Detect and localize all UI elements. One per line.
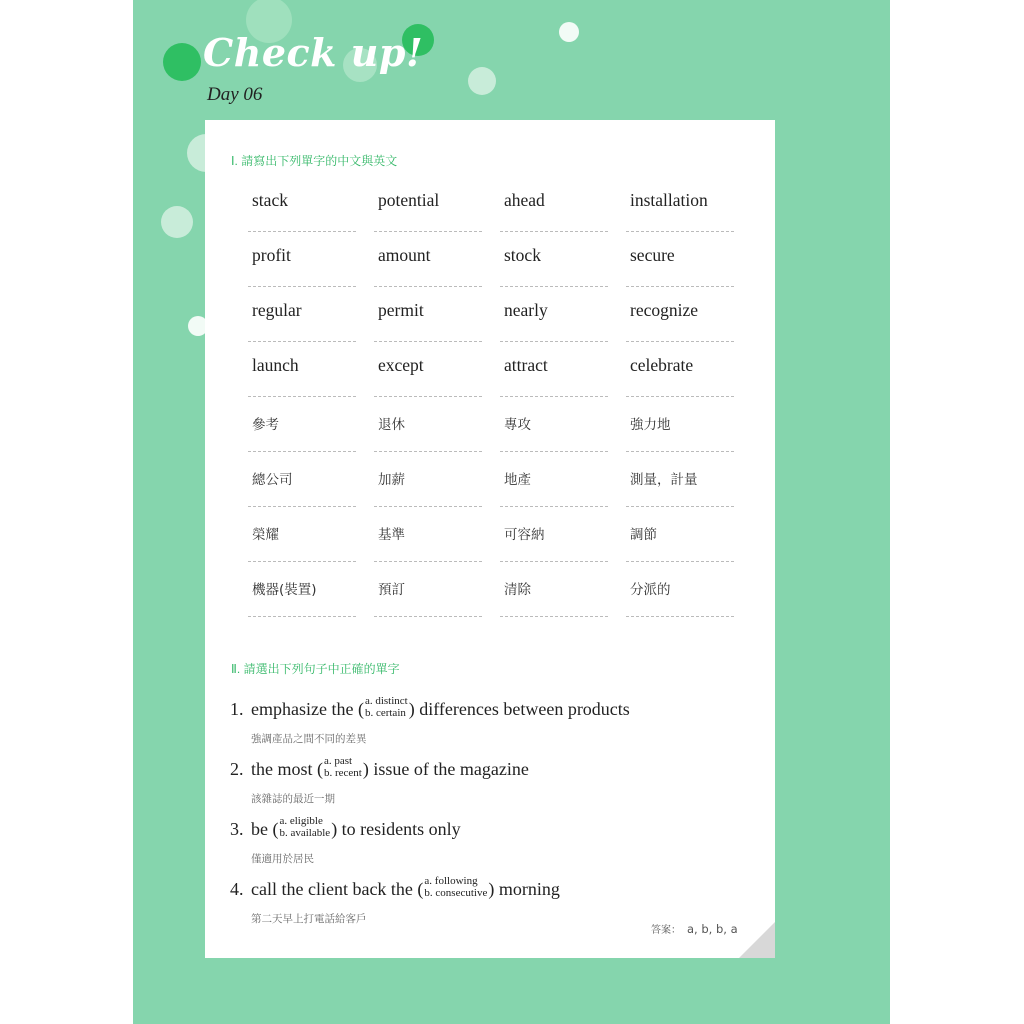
page-curl-corner bbox=[739, 922, 775, 958]
vocab-word: regular bbox=[252, 300, 302, 320]
vocab-cell bbox=[626, 342, 734, 397]
answer-key bbox=[651, 921, 738, 936]
vocab-cell bbox=[374, 562, 482, 617]
vocab-word: permit bbox=[378, 300, 424, 320]
sentence-before: call the client back the ( bbox=[251, 879, 424, 900]
vocab-cell bbox=[626, 507, 734, 562]
vocab-word: 專攻 bbox=[504, 417, 531, 433]
vocab-word: 預訂 bbox=[378, 582, 405, 598]
vocab-cell bbox=[626, 452, 734, 507]
question-number: 3. bbox=[230, 819, 244, 839]
sentence-before: be ( bbox=[251, 819, 279, 840]
vocab-word: stock bbox=[504, 245, 541, 265]
answer-blank-line[interactable] bbox=[500, 616, 608, 617]
vocab-cell bbox=[374, 507, 482, 562]
vocab-word: installation bbox=[630, 190, 708, 210]
answer-blank-line[interactable] bbox=[374, 616, 482, 617]
vocab-row bbox=[248, 562, 734, 617]
vocab-word: 退休 bbox=[378, 417, 405, 433]
vocab-cell bbox=[374, 232, 482, 287]
vocab-cell bbox=[626, 287, 734, 342]
vocab-word: secure bbox=[630, 245, 675, 265]
vocab-word: 機器(裝置) bbox=[252, 582, 317, 598]
vocab-cell bbox=[248, 177, 356, 232]
vocab-word: 參考 bbox=[252, 417, 279, 433]
day-label: Day 06 bbox=[207, 84, 263, 105]
vocab-word: attract bbox=[504, 355, 548, 375]
vocab-word: 強力地 bbox=[630, 417, 671, 433]
vocab-cell bbox=[248, 452, 356, 507]
question-sentence bbox=[251, 755, 529, 783]
vocab-row bbox=[248, 342, 734, 397]
vocab-cell bbox=[248, 507, 356, 562]
question-number: 4. bbox=[230, 879, 244, 899]
sentence-after: ) differences between products bbox=[408, 699, 630, 720]
sentence-before: emphasize the ( bbox=[251, 699, 364, 720]
vocab-cell bbox=[248, 232, 356, 287]
option-b: b. certain bbox=[364, 707, 406, 719]
question-translation: 第二天早上打電話給客戶 bbox=[251, 913, 367, 925]
workbook-page bbox=[133, 0, 890, 1024]
option-a: a. eligible bbox=[279, 815, 323, 827]
question-number: 2. bbox=[230, 759, 244, 779]
vocab-cell bbox=[500, 562, 608, 617]
option-b: b. consecutive bbox=[424, 887, 488, 899]
vocab-cell bbox=[500, 397, 608, 452]
answer-blank-line[interactable] bbox=[626, 616, 734, 617]
vocab-cell bbox=[500, 177, 608, 232]
vocab-cell bbox=[248, 287, 356, 342]
vocab-word: stack bbox=[252, 190, 288, 210]
vocab-grid bbox=[248, 177, 734, 617]
option-choices bbox=[424, 875, 487, 899]
vocab-word: 調節 bbox=[630, 527, 657, 543]
vocab-word: nearly bbox=[504, 300, 548, 320]
answer-blank-line[interactable] bbox=[248, 616, 356, 617]
vocab-row bbox=[248, 397, 734, 452]
vocab-cell bbox=[248, 397, 356, 452]
vocab-word: 總公司 bbox=[252, 472, 293, 488]
vocab-word: except bbox=[378, 355, 424, 375]
question-sentence bbox=[251, 875, 560, 903]
option-b: b. recent bbox=[324, 767, 362, 779]
vocab-word: 可容納 bbox=[504, 527, 545, 543]
page-title: Check up! bbox=[203, 30, 424, 75]
vocab-word: celebrate bbox=[630, 355, 694, 375]
answer-label: 答案： bbox=[651, 925, 681, 936]
vocab-word: 基準 bbox=[378, 527, 405, 543]
vocab-word: 加薪 bbox=[378, 472, 405, 488]
decor-dot bbox=[161, 206, 193, 238]
vocab-row bbox=[248, 177, 734, 232]
option-a: a. past bbox=[324, 755, 353, 767]
vocab-word: ahead bbox=[504, 190, 545, 210]
question-translation: 強調產品之間不同的差異 bbox=[251, 733, 367, 745]
question-number: 1. bbox=[230, 699, 244, 719]
vocab-cell bbox=[374, 342, 482, 397]
decor-dot bbox=[163, 43, 201, 81]
question-translation: 僅適用於居民 bbox=[251, 853, 314, 865]
vocab-cell bbox=[500, 342, 608, 397]
vocab-word: amount bbox=[378, 245, 431, 265]
vocab-cell bbox=[500, 232, 608, 287]
vocab-cell bbox=[626, 232, 734, 287]
vocab-word: launch bbox=[252, 355, 299, 375]
vocab-word: 分派的 bbox=[630, 582, 671, 598]
sentence-after: ) to residents only bbox=[331, 819, 461, 840]
vocab-word: potential bbox=[378, 190, 440, 210]
option-a: a. following bbox=[424, 875, 478, 887]
vocab-cell bbox=[374, 397, 482, 452]
option-choices bbox=[324, 755, 362, 779]
vocab-cell bbox=[374, 452, 482, 507]
option-choices bbox=[365, 695, 408, 719]
decor-dot bbox=[468, 67, 496, 95]
sentence-after: ) morning bbox=[488, 879, 560, 900]
vocab-cell bbox=[500, 452, 608, 507]
vocab-cell bbox=[248, 562, 356, 617]
option-choices bbox=[279, 815, 330, 839]
vocab-row bbox=[248, 287, 734, 342]
vocab-word: recognize bbox=[630, 300, 699, 320]
vocab-word: 地產 bbox=[504, 472, 531, 488]
exercise-sheet bbox=[205, 120, 775, 958]
section1-heading: Ⅰ. 請寫出下列單字的中文與英文 bbox=[231, 154, 398, 168]
decor-dot bbox=[559, 22, 579, 42]
vocab-word: 榮耀 bbox=[252, 527, 279, 543]
vocab-cell bbox=[374, 177, 482, 232]
question-sentence bbox=[251, 695, 630, 723]
vocab-cell bbox=[626, 397, 734, 452]
vocab-row bbox=[248, 507, 734, 562]
sentence-before: the most ( bbox=[251, 759, 323, 780]
option-a: a. distinct bbox=[364, 695, 408, 707]
vocab-cell bbox=[626, 562, 734, 617]
vocab-row bbox=[248, 232, 734, 287]
question-sentence bbox=[251, 815, 461, 843]
vocab-cell bbox=[500, 287, 608, 342]
vocab-word: profit bbox=[252, 245, 291, 265]
vocab-word: 清除 bbox=[504, 582, 531, 598]
section2-heading: Ⅱ. 請選出下列句子中正確的單字 bbox=[231, 662, 400, 676]
vocab-word: 測量，計量 bbox=[630, 472, 698, 488]
answer-value: a, b, b, a bbox=[687, 922, 738, 936]
question-translation: 該雜誌的最近一期 bbox=[251, 793, 335, 805]
vocab-cell bbox=[626, 177, 734, 232]
vocab-cell bbox=[374, 287, 482, 342]
vocab-cell bbox=[248, 342, 356, 397]
sentence-after: ) issue of the magazine bbox=[362, 759, 529, 780]
option-b: b. available bbox=[279, 827, 331, 839]
vocab-row bbox=[248, 452, 734, 507]
vocab-cell bbox=[500, 507, 608, 562]
